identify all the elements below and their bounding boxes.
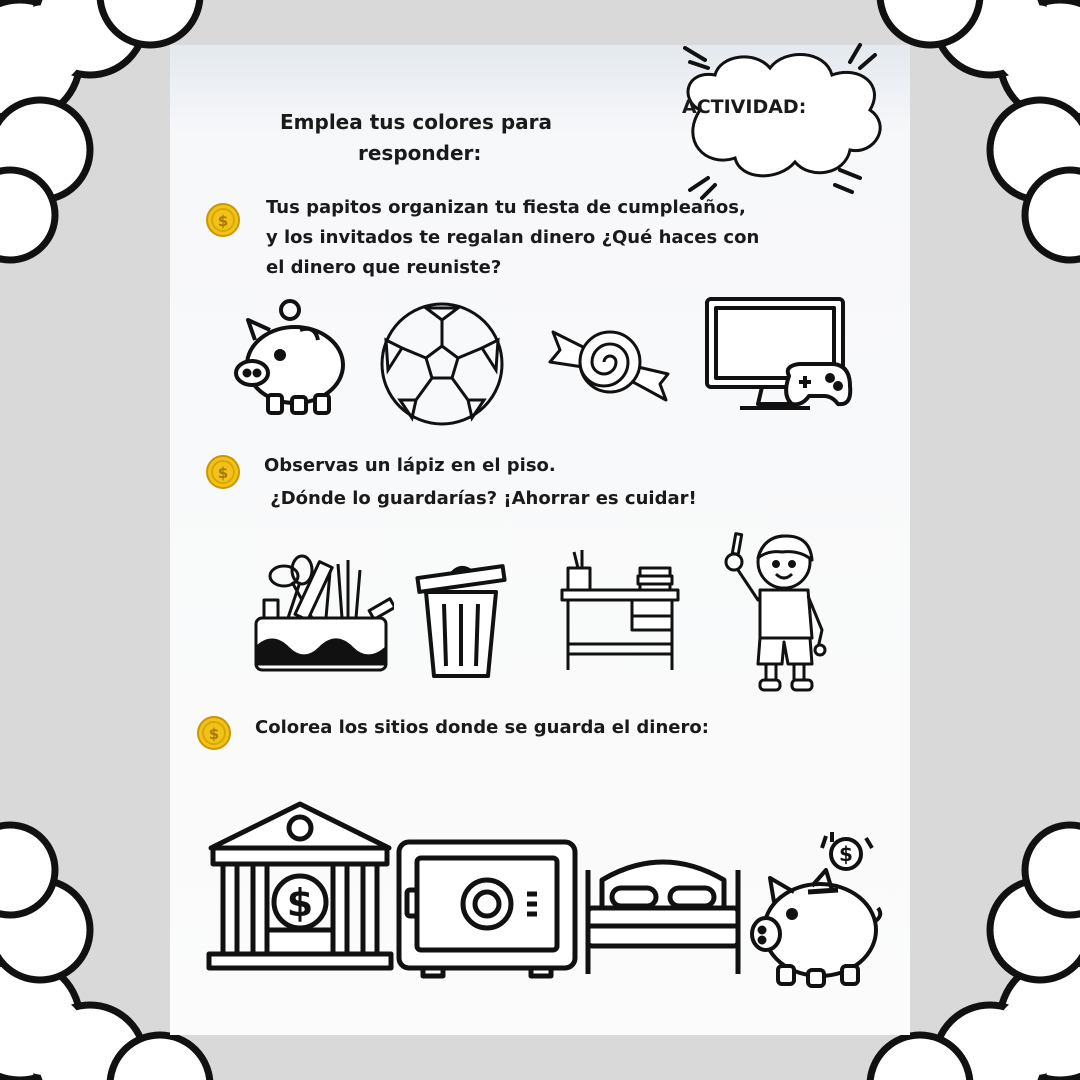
candy-icon (548, 312, 673, 412)
safe-option[interactable] (395, 838, 580, 980)
activity-badge: ACTIVIDAD: (682, 96, 807, 118)
pencil-case-option[interactable] (252, 552, 394, 674)
bed-option[interactable] (582, 850, 744, 980)
question-1-line-1: Tus papitos organizan tu fiesta de cumpleaños, (266, 197, 746, 218)
boy-holding-pencil-option[interactable] (720, 530, 832, 694)
svg-text:$: $ (208, 725, 220, 743)
desk-icon (560, 548, 680, 674)
safe-icon (395, 838, 580, 980)
bed-icon (582, 850, 744, 980)
bank-option[interactable] (205, 800, 395, 972)
piggy-bank-icon (230, 295, 355, 420)
svg-text:$: $ (286, 881, 314, 925)
heading-line-2: responder: (358, 141, 482, 165)
piggy-bank-coin-option[interactable] (748, 830, 888, 990)
pencil-case-icon (252, 552, 394, 674)
svg-text:$: $ (839, 842, 853, 866)
question-1-line-2: y los invitados te regalan dinero ¿Qué haces con (266, 227, 760, 248)
svg-text:$: $ (217, 464, 229, 482)
boy-holding-pencil-icon (720, 530, 832, 694)
question-3-line-1: Colorea los sitios donde se guarda el dinero: (255, 717, 709, 738)
bank-building-icon (205, 800, 395, 972)
candy-option[interactable] (548, 312, 673, 412)
svg-text:$: $ (217, 212, 229, 230)
trash-can-option[interactable] (414, 558, 508, 682)
piggy-bank-with-coin-icon (748, 830, 888, 990)
question-2-line-2: ¿Dónde lo guardarías? ¡Ahorrar es cuidar! (264, 488, 697, 509)
activity-cloud-icon (660, 40, 920, 210)
trash-can-icon (414, 558, 508, 682)
question-1-line-3: el dinero que reuniste? (266, 257, 502, 278)
coin-icon (205, 202, 241, 238)
coin-icon (205, 454, 241, 490)
desk-option[interactable] (560, 548, 680, 674)
piggy-bank-option[interactable] (230, 295, 355, 420)
computer-with-gamepad-icon (704, 296, 856, 416)
computer-with-gamepad-option[interactable] (704, 296, 856, 416)
coin-icon (196, 715, 232, 751)
soccer-ball-icon (378, 300, 506, 428)
soccer-ball-option[interactable] (378, 300, 506, 428)
question-2-line-1: Observas un lápiz en el piso. (264, 455, 556, 476)
heading-line-1: Emplea tus colores para (280, 110, 553, 134)
